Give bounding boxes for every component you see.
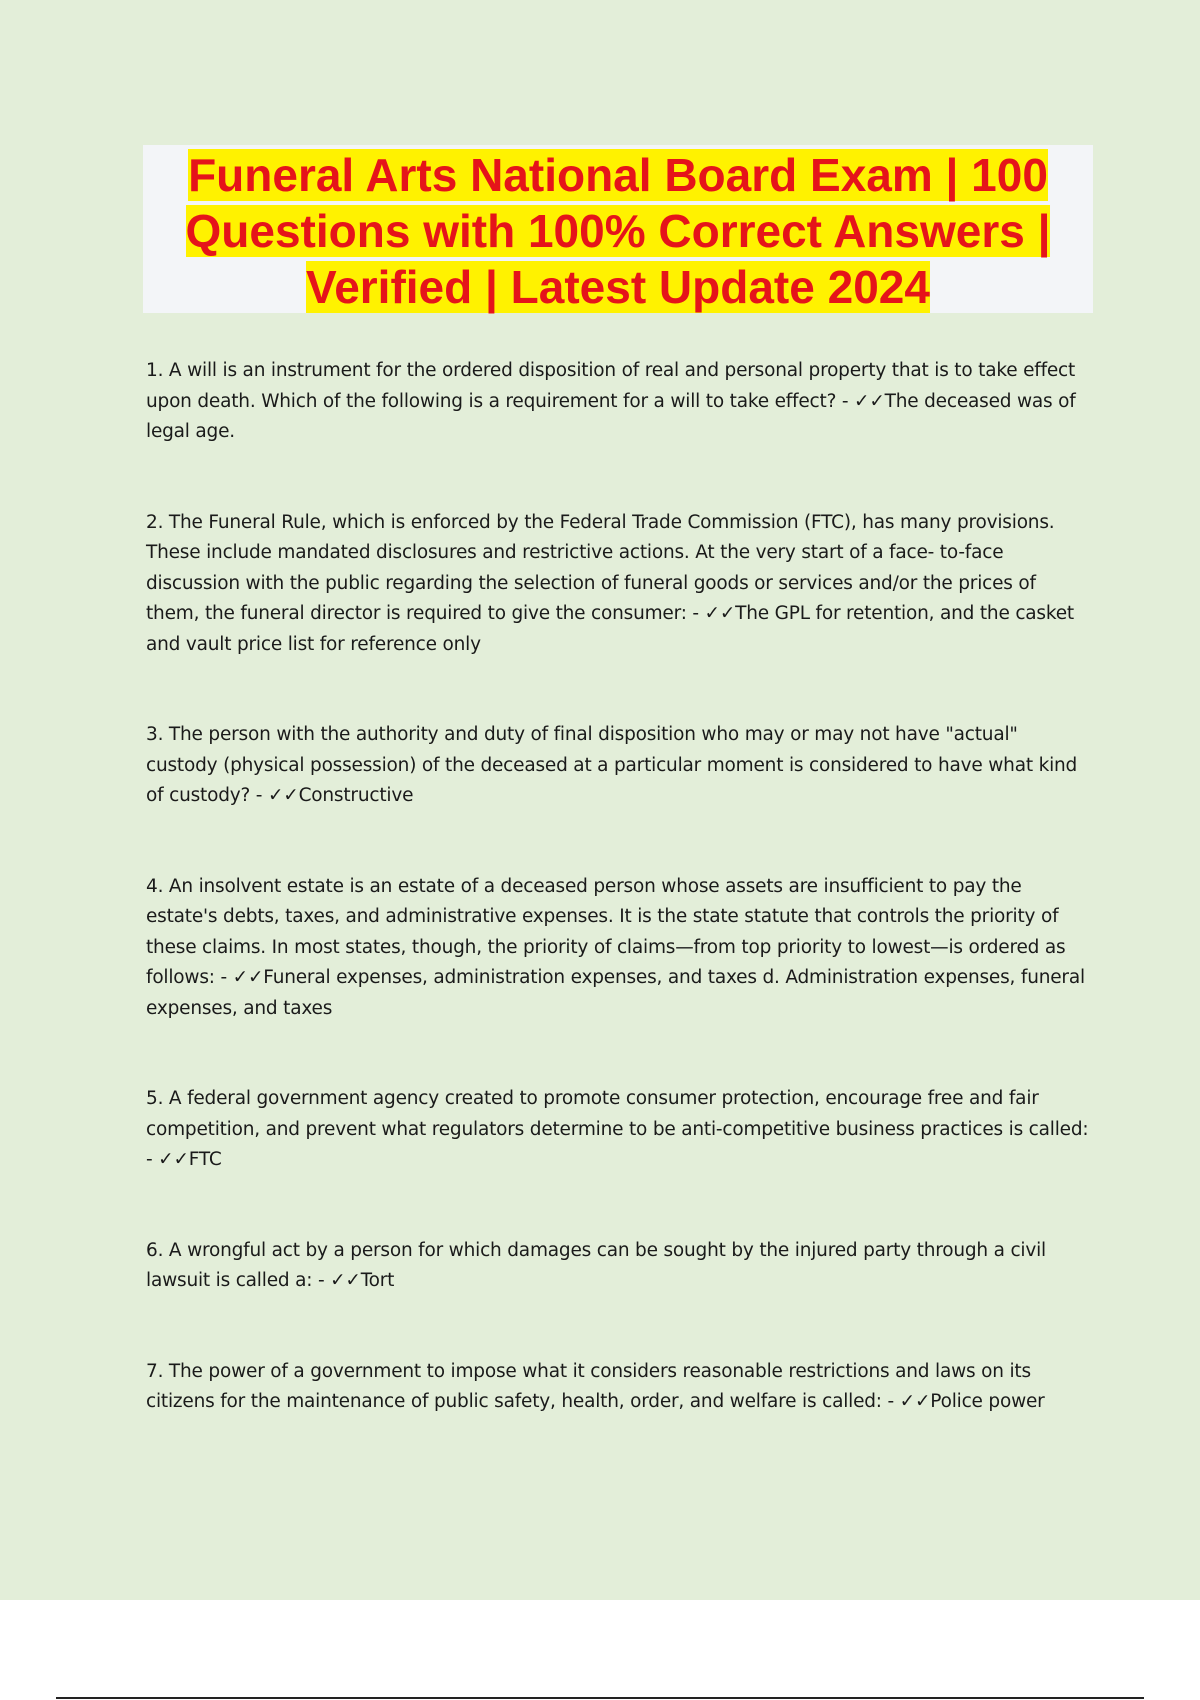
question-item-6: 6. A wrongful act by a person for which damages can be sought by the injured party through a civil lawsuit is called a: - ✓✓Tort [146, 1239, 1046, 1291]
document-title: Funeral Arts National Board Exam | 100 Questions with 100% Correct Answers | Verified | Latest Update 2024 [185, 149, 1051, 313]
question-item-7: 7. The power of a government to impose what it considers reasonable restrictions and laws on its citizens for the maintenance of public safety, health, order, and welfare is called: - ✓✓Police power [146, 1360, 1045, 1412]
question-list [146, 356, 1091, 1418]
question-item-4: 4. An insolvent estate is an estate of a deceased person whose assets are insufficient to pay the estate's debts, taxes, and administrative expenses. It is the state statute that controls the priority of these claims. In most states, though, the priority of claims—from top priority to lowest—is ordered as follows: - ✓✓Funeral expenses, administration expenses, and taxes d. Administration expenses, funeral expenses, and taxes [146, 875, 1085, 1019]
title-box [143, 145, 1093, 313]
question-item-1: 1. A will is an instrument for the ordered disposition of real and personal property that is to take effect upon death. Which of the following is a requirement for a will to take effect? - ✓✓The deceased was of legal age. [146, 360, 1076, 442]
question-item-3: 3. The person with the authority and duty of final disposition who may or may not have "actual" custody (physical possession) of the deceased at a particular moment is considered to have what kind of custody? - ✓✓Constructive [146, 724, 1078, 806]
footer-divider [56, 1697, 1144, 1699]
question-item-5: 5. A federal government agency created to promote consumer protection, encourage free and fair competition, and prevent what regulators determine to be anti-competitive business practices is called: - ✓✓FTC [146, 1088, 1089, 1170]
question-item-2: 2. The Funeral Rule, which is enforced by the Federal Trade Commission (FTC), has many provisions. These include mandated disclosures and restrictive actions. At the very start of a face- to-face discussion with the public regarding the selection of funeral goods or services and/or the prices of them, the funeral director is required to give the consumer: - ✓✓The GPL for retention, and the casket and vault price list for reference only [146, 511, 1074, 655]
